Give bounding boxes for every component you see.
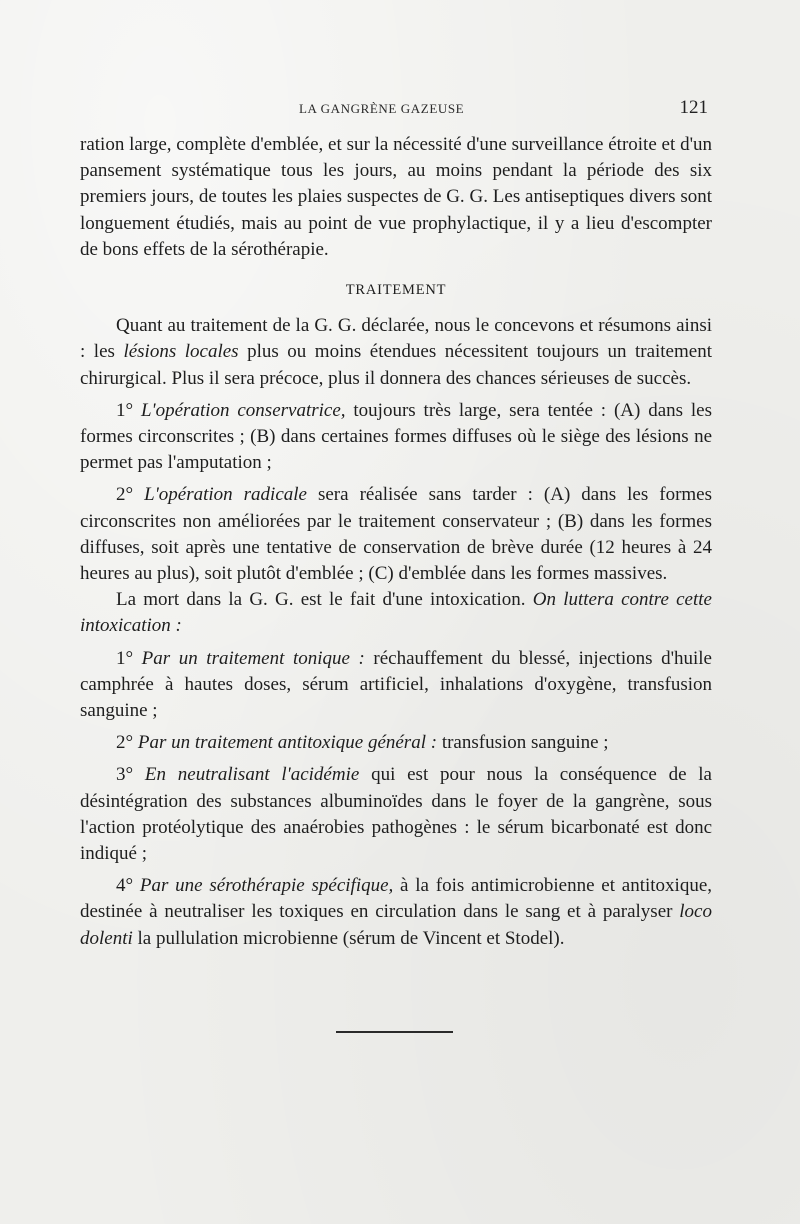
paragraph-treatment-intro (80, 313, 712, 392)
text: réchauffement du blessé, injections d'huile camphrée à hautes doses, sérum artificiel, inhalations d'oxygène, transfusion sanguine ; (80, 647, 712, 722)
emphasis: loco dolenti (80, 901, 712, 949)
paragraph-intoxication (80, 587, 712, 639)
page-body (80, 132, 712, 952)
text: qui est pour nous la conséquence de la désintégration des substances albuminoïdes dans le foyer de la gangrène, sous l'action protéolytique des anaérobies pathogènes : le sérum bicarbonaté est donc indiqué ; (80, 764, 712, 865)
paragraph-item-1 (80, 398, 712, 477)
emphasis: Par une sérothérapie spécifique, (139, 875, 394, 897)
emphasis: L'opération radicale (144, 484, 307, 506)
paragraph-continuation: ration large, complète d'emblée, et sur la nécessité d'une surveillance étroite et d'un pansement systématique tous les jours, au moins pendant la période des six premiers jours, de toutes les plaies suspectes de G. G. Les antiseptiques divers sont longuement étudiés, mais au point de vue prophylactique, il y a lieu d'escompter de bons effets de la sérothérapie. (80, 134, 712, 260)
running-head: LA GANGRÈNE GAZEUSE (299, 101, 465, 116)
item-number: 2° (116, 732, 134, 754)
page-number: 121 (679, 97, 708, 118)
text: à la fois antimicrobienne et antitoxique, destinée à neutraliser les toxiques en circulation dans le sang et à paralyser (80, 875, 713, 923)
emphasis: En neutralisant l'acidémie (144, 764, 360, 786)
text: sera réalisée sans tarder : (A) dans les formes circonscrites non améliorées par le traitement conservateur ; (B) dans les formes diffuses, soit après une tentative de conservation de brève durée (12 heures à 24 heures au plus), soit plutôt d'emblée ; (C) d'emblée dans les formes massives. (80, 484, 712, 585)
text: plus ou moins étendues nécessitent toujours un traitement chirurgical. Plus il sera précoce, plus il donnera des chances sérieuses de succès. (80, 341, 712, 389)
item-number: 3° (116, 764, 134, 786)
text: Quant au traitement de la G. G. déclarée, nous le concevons et résumons ainsi : les (80, 315, 712, 363)
text: la pullulation microbienne (sérum de Vincent et Stodel). (132, 927, 565, 949)
emphasis: Par un traitement antitoxique général : (137, 732, 438, 754)
emphasis: Par un traitement tonique : (141, 647, 365, 669)
closing-rule (336, 1031, 453, 1033)
item-number: 1° (116, 647, 134, 669)
section-title: TRAITEMENT (345, 282, 447, 299)
emphasis: lésions locales (123, 341, 239, 363)
item-number: 4° (116, 875, 134, 897)
item-number: 1° (116, 399, 134, 421)
paragraph-measure-3 (80, 762, 712, 867)
paragraph-item-2 (80, 482, 712, 587)
emphasis: On luttera contre cette intoxication : (80, 589, 712, 637)
item-number: 2° (116, 484, 134, 506)
text: transfusion sanguine ; (437, 732, 609, 754)
text: toujours très large, sera tentée : (A) dans les formes circonscrites ; (B) dans certaines formes diffuses où le siège des lésions ne permet pas l'amputation ; (80, 399, 713, 474)
emphasis: L'opération conservatrice, (140, 399, 346, 421)
paragraph-measure-1 (80, 646, 712, 725)
paragraph-measure-2 (80, 730, 712, 756)
paragraph-measure-4 (80, 873, 712, 952)
text: La mort dans la G. G. est le fait d'une intoxication. (116, 589, 533, 611)
